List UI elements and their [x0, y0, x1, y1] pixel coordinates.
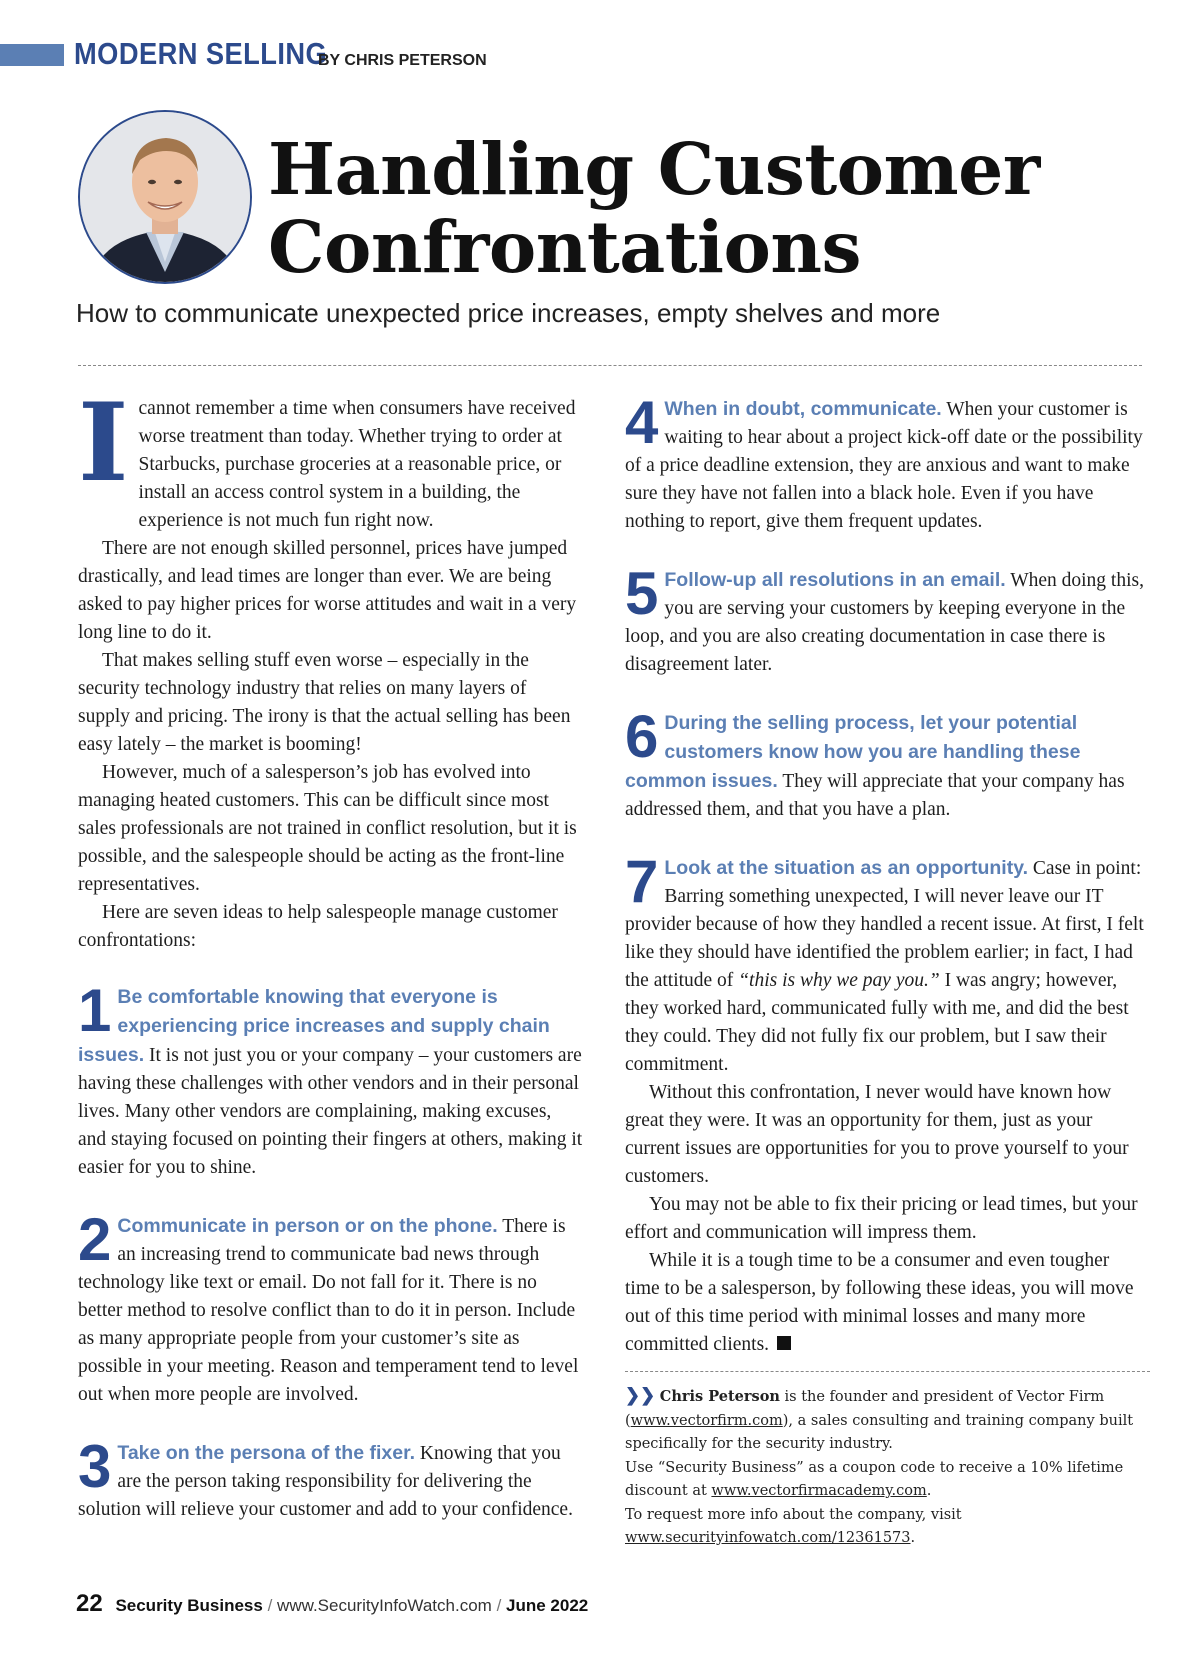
article-subtitle: How to communicate unexpected price increases, empty shelves and more	[76, 298, 941, 328]
tip-heading: Communicate in person or on the phone.	[117, 1215, 498, 1237]
tip-heading: Take on the persona of the fixer.	[117, 1442, 415, 1464]
end-mark-icon	[777, 1336, 791, 1350]
tip-body: Case in point: Barring something unexpected, I will never leave our IT provider because of how they handled a recent issue. At first, I felt like they should have identified the problem earlier; in fact, I had the attitude of	[625, 858, 1144, 991]
tip-2	[78, 1206, 583, 1409]
tip-heading: When in doubt, communicate.	[664, 398, 942, 420]
tip-heading: Look at the situation as an opportunity.	[664, 857, 1029, 879]
author-photo	[78, 110, 252, 284]
bio-text-1: is the founder and president of Vector Firm (	[625, 1389, 1105, 1429]
bio-text-2: ), a sales consulting and training company built specifically for the security industry.	[625, 1412, 1134, 1452]
bio-text-3: Use “Security Business” as a coupon code to receive a 10% lifetime discount at	[625, 1459, 1124, 1499]
bio-text-4: To request more info about the company, visit	[625, 1506, 962, 1523]
vectorfirm-link[interactable]: www.vectorfirm.com	[630, 1412, 783, 1429]
bio-divider	[625, 1371, 1150, 1372]
tip-heading: During the selling process, let your potential customers know how you are handling these common issues.	[625, 712, 1081, 792]
double-chevron-icon: ❯❯	[625, 1385, 656, 1405]
tip-body: When your customer is waiting to hear about a project kick-off date or the possibility of a price deadline extension, they are anxious and want to make sure they have not fallen into a black hole. Even if you have nothing to report, give them frequent updates.	[625, 399, 1143, 532]
header-divider	[78, 365, 1142, 366]
closing-paragraph-1: Without this confrontation, I never would have known how great they were. It was an opportunity for them, just as your current issues are opportunities for you to prove yourself to your customers.	[625, 1082, 1129, 1187]
intro-paragraph-1	[78, 380, 583, 535]
tip-4	[625, 389, 1145, 536]
tip-number: 5	[625, 560, 659, 627]
left-column	[78, 380, 583, 1524]
tip-body: They will appreciate that your company has addressed them, and that you have a plan.	[625, 771, 1125, 820]
issue-date: June 2022	[506, 1596, 589, 1615]
closing-paragraph-2: You may not be able to fix their pricing or lead times, but your effort and communication will impress them.	[625, 1194, 1138, 1243]
securityinfowatch-link[interactable]: www.securityinfowatch.com/12361573	[625, 1530, 911, 1546]
intro-paragraph-4: However, much of a salesperson’s job has evolved into managing heated customers. This can be difficult since most sales professionals are not trained in conflict resolution, but it is possible, and the salespeople should be acting as the front-line representatives.	[78, 762, 577, 895]
author-bio: ❯❯ Chris Peterson is the founder and president of Vector Firm (www.vectorfirm.com), a sales consulting and training company built specifically for the security industry. Use “Security Business” as a coupon code to receive a 10% lifetime discount at www.vectorfirmacademy.com. To request more info about the company, visit www.securityinfowatch.com/12361573.	[625, 1385, 1134, 1546]
tip-6	[625, 703, 1145, 824]
tip-5	[625, 560, 1145, 679]
closing-paragraph-3	[625, 1247, 1145, 1359]
title-line-2: Confrontations	[268, 205, 861, 289]
tip-body-continued: I was angry; however, they worked hard, communicated fully with me, and did the best they could. They did not fully fix our problem, but I saw their commitment.	[625, 970, 1129, 1075]
tip-body: There is an increasing trend to communicate bad news through technology like text or email. Do not fall for it. There is no better method to resolve conflict than to do it in person. Include as many appropriate people from your customer’s site as possible in your meeting. Reason and temperament tend to level out when more people are involved.	[78, 1216, 579, 1405]
intro-paragraph-5: Here are seven ideas to help salespeople manage customer confrontations:	[78, 902, 558, 951]
author-portrait-illustration	[80, 112, 250, 282]
intro-text-1: cannot remember a time when consumers have received worse treatment than today. Whether trying to order at Starbucks, purchase groceries at a reasonable price, or install an access control system in a building, the experience is not much fun right now.	[138, 398, 576, 531]
title-line-1: Handling Customer	[268, 127, 1040, 211]
magazine-name: Security Business	[115, 1596, 263, 1615]
tip-number: 3	[78, 1433, 112, 1500]
tip-body: It is not just you or your company – your customers are having these challenges with other vendors and in their personal lives. Many other vendors are complaining, making excuses, and staying focused on pointing their fingers at others, making it easier for you to shine.	[78, 1045, 583, 1178]
footer-url: www.SecurityInfoWatch.com	[277, 1596, 492, 1615]
tip-7	[625, 848, 1145, 1079]
closing-text-3: While it is a tough time to be a consumer and even tougher time to be a salesperson, by following these ideas, you will move out of this time period with minimal losses and many more committed clients.	[625, 1250, 1134, 1355]
tip-quote: “this is why we pay you.”	[738, 970, 940, 991]
right-column	[625, 389, 1145, 1551]
drop-cap: I	[78, 380, 129, 506]
intro-paragraph-3: That makes selling stuff even worse – especially in the security technology industry that relies on many layers of supply and pricing. The irony is that the actual selling has been easy lately – the market is booming!	[78, 650, 571, 755]
article-title	[268, 127, 1040, 289]
tip-body: When doing this, you are serving your customers by keeping everyone in the loop, and you are also creating documentation in case there is disagreement later.	[625, 570, 1144, 675]
page-number: 22	[76, 1590, 103, 1617]
tip-number: 1	[78, 977, 112, 1044]
tip-heading: Follow-up all resolutions in an email.	[664, 569, 1006, 591]
column-name: MODERN SELLING	[74, 36, 328, 71]
bio-author-name: Chris Peterson	[659, 1388, 780, 1405]
tip-number: 6	[625, 703, 659, 770]
page-footer	[76, 1590, 588, 1618]
column-accent-bar	[0, 44, 64, 66]
tip-number: 4	[625, 389, 659, 456]
tip-3	[78, 1433, 583, 1524]
tip-number: 2	[78, 1206, 112, 1273]
footer-separator: /	[496, 1596, 502, 1615]
byline: BY CHRIS PETERSON	[318, 52, 487, 69]
tip-1	[78, 977, 583, 1182]
footer-separator: /	[267, 1596, 273, 1615]
tip-heading: Be comfortable knowing that everyone is experiencing price increases and supply chain issues.	[78, 986, 550, 1066]
vectorfirmacademy-link[interactable]: www.vectorfirmacademy.com	[711, 1483, 927, 1499]
tip-body: Knowing that you are the person taking responsibility for delivering the solution will relieve your customer and add to your confidence.	[78, 1443, 573, 1520]
intro-paragraph-2: There are not enough skilled personnel, prices have jumped drastically, and lead times are longer than ever. We are being asked to pay higher prices for worse attitudes and wait in a very long line to do it.	[78, 538, 577, 643]
tip-number: 7	[625, 848, 659, 915]
